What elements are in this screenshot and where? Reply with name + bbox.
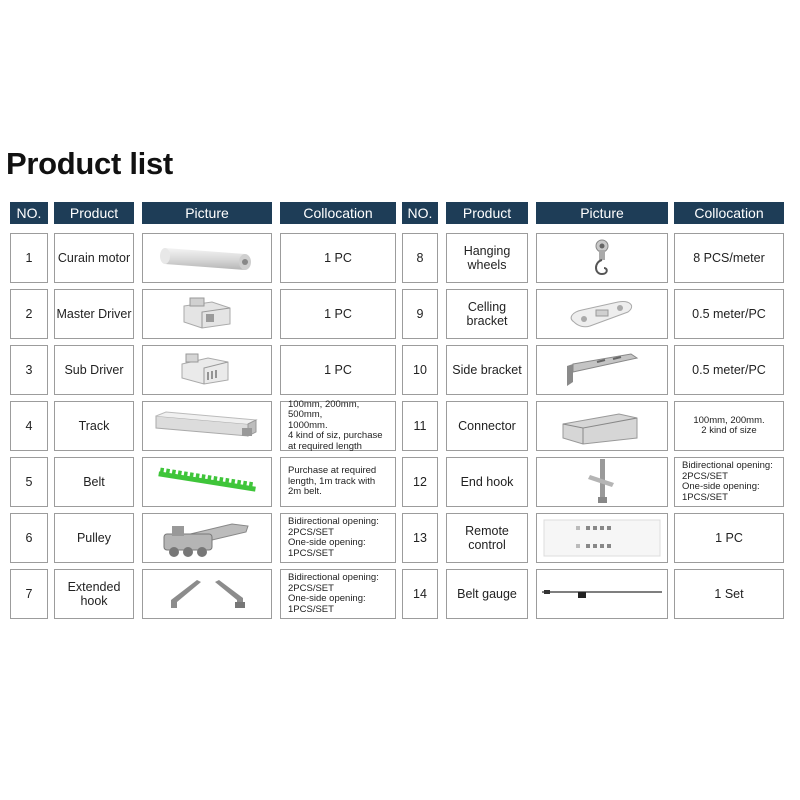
ceiling-bracket-icon xyxy=(562,294,642,334)
row-number xyxy=(402,233,438,283)
product-name-text: Side bracket xyxy=(452,363,522,377)
collocation-text: Purchase at required length, 1m track with 2m belt. xyxy=(288,465,377,498)
product-name xyxy=(446,289,528,339)
row-number-text: 9 xyxy=(416,307,424,321)
product-name-text: Master Driver xyxy=(56,307,132,321)
product-name-text: Hanging wheels xyxy=(463,244,511,272)
collocation-text: 1 PC xyxy=(324,363,352,377)
row-number-text: 4 xyxy=(25,419,33,433)
product-name xyxy=(54,345,134,395)
product-name xyxy=(446,569,528,619)
product-picture xyxy=(536,345,668,395)
row-number xyxy=(10,457,48,507)
collocation xyxy=(674,345,784,395)
remote-control-icon xyxy=(542,518,662,558)
collocation xyxy=(674,457,784,507)
collocation-text: 8 PCS/meter xyxy=(693,251,765,265)
connector-icon xyxy=(557,404,647,448)
product-picture xyxy=(142,345,272,395)
collocation xyxy=(674,289,784,339)
row-number-text: 6 xyxy=(25,531,33,545)
collocation-text: Bidirectional opening: 2PCS/SET One-side opening: 1PCS/SET xyxy=(682,460,773,503)
collocation-text: 100mm, 200mm, 500mm, 1000mm. 4 kind of siz, purchase at required length xyxy=(288,398,383,452)
product-picture xyxy=(142,569,272,619)
collocation-text: 100mm, 200mm. 2 kind of size xyxy=(693,414,765,436)
collocation-text: 1 PC xyxy=(324,251,352,265)
product-name xyxy=(446,401,528,451)
row-number xyxy=(402,457,438,507)
product-name xyxy=(54,289,134,339)
row-number-text: 14 xyxy=(413,587,427,601)
row-number xyxy=(10,233,48,283)
header-right-no: NO. xyxy=(402,202,438,224)
product-name-text: Belt xyxy=(83,475,105,489)
collocation-text: 1 PC xyxy=(324,307,352,321)
header-left-no: NO. xyxy=(10,202,48,224)
row-number xyxy=(10,569,48,619)
extended-hook-icon xyxy=(157,574,257,614)
row-number-text: 7 xyxy=(25,587,33,601)
collocation-text: Bidirectional opening: 2PCS/SET One-side opening: 1PCS/SET xyxy=(288,572,379,615)
row-number-text: 13 xyxy=(413,531,427,545)
product-name xyxy=(54,513,134,563)
header-left-picture: Picture xyxy=(142,202,272,224)
collocation xyxy=(674,569,784,619)
collocation xyxy=(280,345,396,395)
row-number xyxy=(10,345,48,395)
product-picture xyxy=(142,401,272,451)
product-picture xyxy=(536,569,668,619)
track-icon xyxy=(152,406,262,446)
header-right-collocation: Collocation xyxy=(674,202,784,224)
product-name-text: Extended hook xyxy=(67,580,121,608)
product-name xyxy=(446,513,528,563)
collocation xyxy=(280,513,396,563)
row-number xyxy=(402,513,438,563)
product-name xyxy=(54,233,134,283)
collocation xyxy=(280,457,396,507)
page-title: Product list xyxy=(6,146,173,181)
header-right-product: Product xyxy=(446,202,528,224)
row-number-text: 2 xyxy=(25,307,33,321)
row-number-text: 10 xyxy=(413,363,427,377)
row-number-text: 5 xyxy=(25,475,33,489)
row-number xyxy=(402,345,438,395)
hanging-wheel-icon xyxy=(582,236,622,280)
product-name-text: Remote control xyxy=(465,524,509,552)
collocation xyxy=(280,289,396,339)
master-driver-icon xyxy=(172,294,242,334)
collocation-text: 0.5 meter/PC xyxy=(692,363,766,377)
row-number xyxy=(402,289,438,339)
row-number xyxy=(10,401,48,451)
collocation xyxy=(280,569,396,619)
collocation xyxy=(674,401,784,451)
row-number-text: 3 xyxy=(25,363,33,377)
product-name xyxy=(446,345,528,395)
end-hook-icon xyxy=(582,457,622,507)
product-name xyxy=(446,233,528,283)
collocation-text: 0.5 meter/PC xyxy=(692,307,766,321)
product-name-text: Sub Driver xyxy=(64,363,124,377)
collocation-text: 1 PC xyxy=(715,531,743,545)
product-picture xyxy=(536,233,668,283)
row-number xyxy=(402,401,438,451)
collocation xyxy=(674,513,784,563)
product-picture xyxy=(142,513,272,563)
product-name xyxy=(54,401,134,451)
product-name-text: Curain motor xyxy=(57,251,131,265)
collocation-text: 1 Set xyxy=(714,587,744,601)
product-picture xyxy=(536,513,668,563)
product-name xyxy=(54,569,134,619)
row-number-text: 11 xyxy=(413,419,427,433)
belt-gauge-icon xyxy=(540,584,664,604)
product-name-text: Pulley xyxy=(76,531,112,545)
product-picture xyxy=(142,233,272,283)
collocation-text: Bidirectional opening: 2PCS/SET One-side opening: 1PCS/SET xyxy=(288,516,379,559)
header-right-picture: Picture xyxy=(536,202,668,224)
product-name xyxy=(446,457,528,507)
row-number xyxy=(10,289,48,339)
product-name-text: Belt gauge xyxy=(457,587,517,601)
collocation xyxy=(674,233,784,283)
product-picture xyxy=(536,457,668,507)
row-number-text: 8 xyxy=(416,251,424,265)
product-picture xyxy=(536,289,668,339)
product-name xyxy=(54,457,134,507)
product-name-text: Celling bracket xyxy=(466,300,508,328)
product-picture xyxy=(142,289,272,339)
row-number xyxy=(402,569,438,619)
sub-driver-icon xyxy=(172,350,242,390)
belt-icon xyxy=(152,467,262,497)
collocation xyxy=(280,233,396,283)
row-number-text: 1 xyxy=(25,251,33,265)
header-left-product: Product xyxy=(54,202,134,224)
row-number-text: 12 xyxy=(413,475,427,489)
side-bracket-icon xyxy=(557,348,647,392)
product-picture xyxy=(536,401,668,451)
product-name-text: Connector xyxy=(458,419,516,433)
header-left-collocation: Collocation xyxy=(280,202,396,224)
product-name-text: Track xyxy=(78,419,110,433)
row-number xyxy=(10,513,48,563)
curtain-motor-icon xyxy=(157,240,257,276)
pulley-icon xyxy=(152,516,262,560)
product-picture xyxy=(142,457,272,507)
product-name-text: End hook xyxy=(460,475,514,489)
collocation xyxy=(280,398,396,452)
